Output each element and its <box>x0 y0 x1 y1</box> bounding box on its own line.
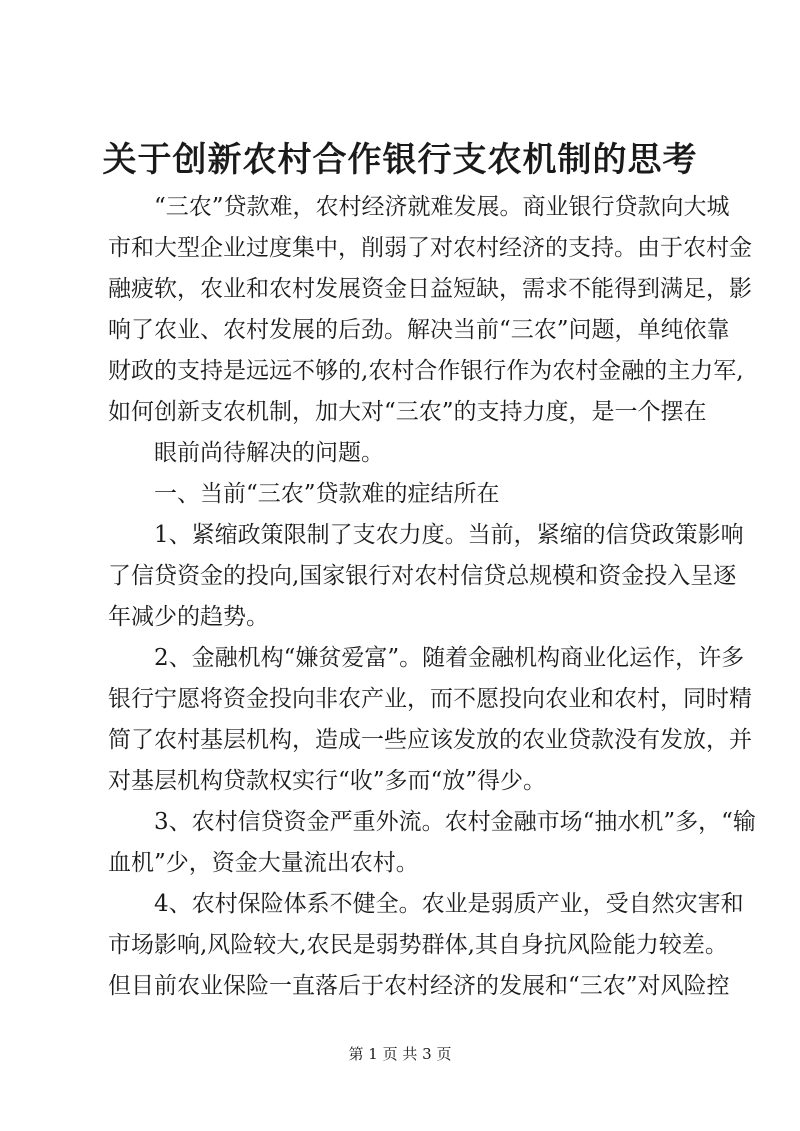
document-body <box>108 187 756 1007</box>
text-line: 如何创新支农机制，加大对“三农”的支持力度，是一个摆在 <box>108 399 707 425</box>
text-line: 对基层机构贷款权实行“收”多而“放”得少。 <box>108 768 547 794</box>
text-line: 了信贷资金的投向,国家银行对农村信贷总规模和资金投入呈逐 <box>108 563 737 589</box>
paragraph-intro <box>108 187 752 433</box>
text-line: 3、农村信贷资金严重外流。农村金融市场“抽水机”多，“输 <box>154 809 756 835</box>
text-line: 4、农村保险体系不健全。农业是弱质产业，受自然灾害和 <box>154 891 744 917</box>
paragraph-point-2 <box>108 638 752 802</box>
text-line: 2、金融机构“嫌贫爱富”。随着金融机构商业化运作，许多 <box>154 645 745 671</box>
text-line: “三农”贷款难，农村经济就难发展。商业银行贷款向大城 <box>154 194 730 220</box>
text-line: 财政的支持是远远不够的,农村合作银行作为农村金融的主力军, <box>108 358 744 384</box>
text-line: 年减少的趋势。 <box>108 604 269 630</box>
page-title: 关于创新农村合作银行支农机制的思考 <box>102 140 698 180</box>
text-line: 血机”少，资金大量流出农村。 <box>108 850 419 876</box>
text-line: 简了农村基层机构，造成一些应该发放的农业贷款没有发放，并 <box>108 727 752 753</box>
text-line: 但目前农业保险一直落后于农村经济的发展和“三农”对风险控 <box>108 973 730 999</box>
paragraph-intro-end <box>108 433 702 474</box>
text-line: 市和大型企业过度集中，削弱了对农村经济的支持。由于农村金 <box>108 235 752 261</box>
section-heading <box>108 474 702 515</box>
text-line: 响了农业、农村发展的后劲。解决当前“三农”问题，单纯依靠 <box>108 317 730 343</box>
text-line: 1、紧缩政策限制了支农力度。当前，紧缩的信贷政策影响 <box>154 522 744 548</box>
page-footer: 第 1 页 共 3 页 <box>348 1045 452 1063</box>
paragraph-point-4 <box>108 884 744 1007</box>
text-line: 市场影响,风险较大,农民是弱势群体,其自身抗风险能力较差。 <box>108 932 728 958</box>
text-line: 银行宁愿将资金投向非农产业，而不愿投向农业和农村，同时精 <box>108 686 752 712</box>
text-line: 眼前尚待解决的问题。 <box>154 440 384 466</box>
text-line: 融疲软，农业和农村发展资金日益短缺，需求不能得到满足，影 <box>108 276 752 302</box>
paragraph-point-1 <box>108 515 744 638</box>
paragraph-point-3 <box>108 802 756 884</box>
text-line: 一、当前“三农”贷款难的症结所在 <box>154 481 500 507</box>
